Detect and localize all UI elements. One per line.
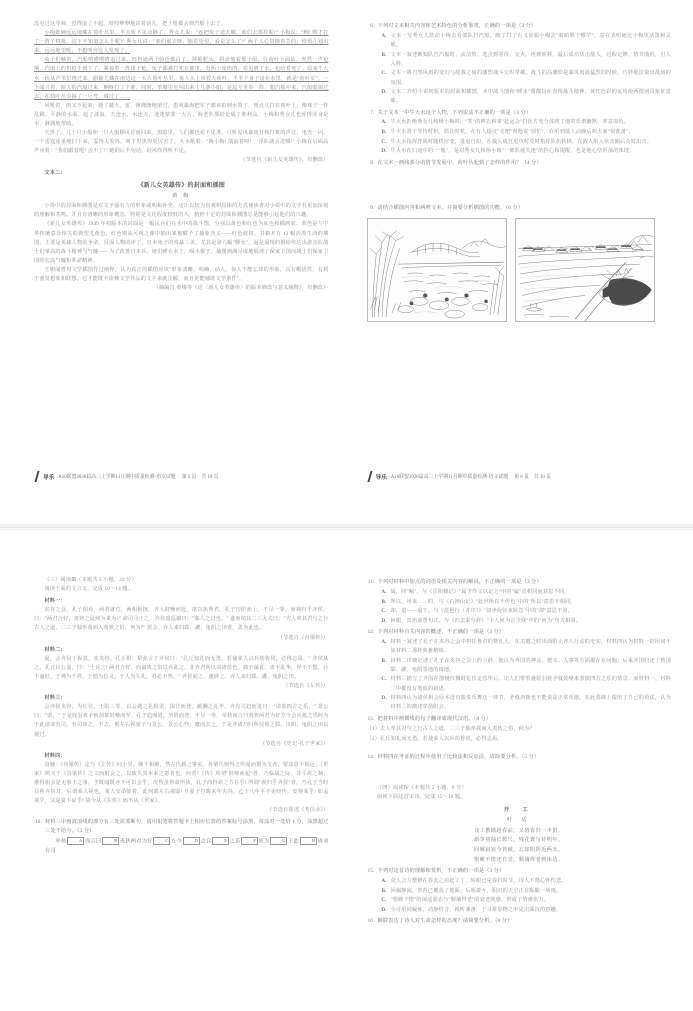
material-source: （节选自崔述《考信录》） (267, 807, 329, 814)
poem-line: 壑睡不惜还自觉，颓墙得老到床边。 (474, 856, 564, 863)
text2-paragraph: 小说中的封面和插图是对文字强有力的形象或明和补充。这让以较为直观和具体的方式使读者对小说中的文字有更加深刻的理解和共鸣。并且有清晰的形象概念，特别是文化程度较低的人，精妙十足的封面和插图总是能够引起他们的兴趣。 (34, 203, 329, 219)
page-footer (347, 471, 693, 482)
poem-line: 回廊寂寂今苔破，忘却阴阴返两天。 (474, 846, 564, 853)
answer-box-g[interactable]: G (270, 837, 287, 845)
boxrow-segment: 会兵 (200, 838, 212, 845)
option-a[interactable] (378, 877, 672, 886)
option-key: A. (381, 119, 387, 126)
option-b[interactable] (378, 598, 672, 607)
option-key: B. (381, 657, 387, 664)
material-source: （节选自《史记·孔子世家》） (259, 740, 329, 747)
poem-title: 开 工 (503, 806, 534, 813)
option-key: C. (381, 897, 387, 904)
question-number: 9. (370, 204, 375, 211)
option-key: C. (381, 70, 387, 77)
boxrow-segment: 请命有司 (45, 838, 329, 854)
text2-paragraph: 王朝闻曾对文学插图作过阐释，认为真正的插图应该"形象清晰、明确、动人，惊人不能忘却的形象，具有概括性，有利于童发想象和联想。它才能既不依赖文学作品的文字来就注解，而且更能辅助文学条件"。 (34, 266, 329, 283)
question-stem: 额联表达了诗人对生命怎样的态度？请简要分析。（6 分） (377, 918, 513, 925)
page-footer (0, 471, 347, 482)
option-key: C. (381, 138, 387, 145)
question-number: 14. (367, 754, 375, 761)
footer-text: ·A10联盟2026届高三上学期11月期中质量检测·语文试题 (389, 475, 509, 480)
material-paragraph: 会齐侯夹谷，为坛位，土阶三等，以会遇之礼相见，揖让而登。献酬之礼毕，齐有司趋而进曰："请奏四方之乐。" 景公曰："诺。" 于是旄羽祓矛戟剑拨鼓噪而至。孔子趋而进，历阶而登，不尽一等，举袂而言曰夷狄两君为好方今会兵敌之乐何为于此请命有司，有司却之，不去，则左右视晏子与景公。景公心怍，麾而去之。于是齐诸乃归所侵鲁之郓、汶阳、龟阴之田以谢过。 (34, 704, 329, 738)
option-text: 众人合力整修在春去之前赶工了，转眼已是春归时节，诗人不禁心怀伤悲。 (390, 878, 567, 884)
poem-line: 新笋初抽长数尺，残花寰与待明年。 (474, 837, 564, 844)
option-key: A. (381, 638, 387, 645)
answer-box-d[interactable]: D (183, 837, 200, 845)
option-c[interactable] (378, 607, 672, 616)
footer-total-pages: 共 10 页 (533, 475, 551, 480)
option-d[interactable] (378, 906, 672, 915)
option-key: D. (381, 148, 387, 155)
question-number: 8. (370, 159, 375, 166)
material-paragraph: 食脯：《谷梁传》定与《左传》问小异，颇不相刺，然左氏载之事实。谷梁氏则得之传闻而摄为文者，要其意不相远；《世家》则又于《谷梁传》之文而附会之，以致失其本来之意者也。何者?《传》所谓"鼓噪而起"者，乃临战之际，非平故之制；谁得相会是无事不之事，予既闻既亦不可以会乎，况鲁虽得命所执，孔子尚得命之方在乎! 所谓"视归乎齐侯"者，乃孔子当时目视齐侯耳，后谓莱人视也。莱人交命始着，此何眼左右视耶! 且晏子自晦来年夹谷，乙十八年平不见经传，安得莱乎! 如孟莱乎，又是宴不谅乎! 故今从《左传》而不从《世家》。 (34, 761, 329, 805)
question-12 (367, 628, 672, 712)
option-key: C. (381, 676, 387, 683)
option-key: C. (381, 608, 387, 615)
option-d[interactable] (378, 617, 672, 626)
option-a[interactable] (378, 118, 672, 127)
answer-box-f[interactable]: F (241, 837, 258, 845)
footer-page-number: 第 5 页 (181, 475, 197, 480)
translation-item-2: （2）孔丘知礼而无勇，若使莱人以兵劫鲁侯，必得志焉。 (366, 736, 503, 743)
text2-paragraph: 《新儿女英雄传》1949 年初版本的封面是一幅民兵们在水中的战斗图，分别以黄色和红色为底色和插画底。黄色是与中华传统意念相关的典型尤黄色，红色则从可视之像中抽出来被赋予了抽象含义——红色政权。书籍本有 12 幅活泼生动的插图，主要是英雄人物的争命，反面人物的评了。日本兔子的残暴三美。尤其是第六幅"睡水"，逼是逼现的摄给传达出游击队战士们掌高的战斗精神与气魄——为了改善日本兵。她们睡在水上，喝水棍子，抽图画满尽成地展现了保家卫国而战士们保家卫国的宏高气魄和革命精神。 (34, 221, 329, 264)
option-text: 材料二详细记述了孔子在夹谷之会上的言辞。他认为齐国的神灵、德义、人事等方面都存在问题；后来齐国归还了鲁国郓、讙、龟阴等地的田地。 (390, 657, 671, 673)
option-c[interactable] (378, 675, 672, 693)
passage-paragraph: 没见过这导师，觉得浪了不起。吱吱咿咿地说着话儿，把土枪都丢到汽船上去了。 (34, 21, 227, 27)
boxrow-segment: 于此 (287, 838, 300, 845)
page6-column (347, 0, 693, 500)
question-stem: 请结合插图内容和两则文本，并简要分析插图的功能。（6 分） (377, 204, 524, 211)
boxrow-segment: 夷狄两君为好 (119, 838, 153, 845)
option-b[interactable] (378, 128, 672, 137)
option-c[interactable] (378, 138, 672, 147)
translation-item-1: （1）夫人率其君与之行古人之道，二三子独率我而入夷狄之俗，何为？ (366, 725, 535, 732)
option-text: 全诗用词凝炼，动静结合，视听兼备，于寻常景物之中见出深沉的意趣。 (390, 907, 562, 914)
section-instruction: 阅读下面的文言文，完成 10～14 题。 (44, 586, 133, 593)
page7-column (0, 530, 347, 1011)
option-b[interactable] (378, 887, 672, 896)
material-paragraph: 夹谷之会，孔子相焉，两君就位，两相相摈。齐人鼓噪而起，欲以执鲁君。孔子历阶而上，不尽一等，而视归乎齐侯，曰："两君合好，夷狄之民何为来为?" 命司马止之。齐侯逡巡谢曰："寡人之过也。" 遂而谓其二三大夫曰："夫人率其君与之行古人之道，二三子独率我而入夷狄之俗，何为?" 罢会。齐人来归郓、讙、龟阴之田者，盖为此也。 (34, 607, 329, 632)
option-text: 文本一叙述断知队打汽船时，从前察、选点到等待、交火、再到转移，最后成功伏击敌人，过程定修、情节曲折，引人入胜。 (390, 51, 671, 67)
option-a[interactable] (378, 638, 672, 656)
option-key: B. (381, 128, 387, 135)
exam-page-top (0, 0, 693, 500)
option-text: 材料一叙述了孔子在夹谷之会中担任鲁君的赞礼人，在关键之时出面阻止齐人行动的史实。材料四认为材料一的用词不如材料二那样典雅精炼。 (390, 638, 671, 654)
material-label: 材料二： (44, 646, 66, 653)
question-16 (367, 917, 672, 926)
answer-box-a[interactable]: A (67, 837, 84, 845)
material-source: （节选自《谷梁传》） (277, 634, 329, 641)
passage-paragraph: 风吼着，雨又下起来，越了越大。雷，隆隆隆地滚过。患风暴海把军子都该拍到水里了。雨点儿打在荷叶上，像珠子一样乱跳。平静的水面，起了波浪。天连水，水连天，迷迷蒙蒙一大片，海老队那给论成了胜利品。小梅和秀女儿也浑得浑身是水，淋漓地帮助。 (34, 102, 329, 128)
page5-column (0, 0, 347, 500)
question-stem: 关于文本一中牛大水这个人物，下列说法不正确的一项是（3 分） (377, 109, 532, 116)
poem-author: 叶 适 (506, 816, 531, 823)
text2-label: 文本二： (44, 169, 66, 176)
question-stem: 下列对文本相关内容和艺术特色的分析鉴赏，正确的一项是（3 分） (377, 23, 537, 30)
question-15 (367, 867, 672, 915)
option-text: 牛大水在归途中的一"吼"，是对秀女儿和杨小梅"一郎队就失迷"的担心和提醒，也是他心坚坦荡的体现。 (390, 148, 635, 155)
poem-section-instruction: 阅读下面这首宋诗，完成 15～16 题。 (376, 794, 466, 801)
option-c[interactable] (378, 896, 672, 905)
question-stem: 下列对材料有关内容的概述，不正确的一项是（3 分） (377, 629, 505, 636)
question-number: 13. (367, 715, 375, 722)
passage-paragraph: 兔子们喊着，汽船嗒嗒嗒嗒追过来，吓得她两个脸色都白了，摔桅舵头，拼命划着那小船，往荷叶下面钻。突然一声枪响，汽船上的机枪手倒下了，紧接着一阵排子枪。兔子都被打死在那里，有两个受伤的，看见就了水，也给着死了。原来牛大水一伙从芦苇里绕过来，偷偷儿藏在南边这一大片荷叶丛里，每人头上顶着大荷叶，半半个身子浸在水里，就是"荷叶军"，一下闻兴着，候人的汽船过来，啊呀打了个准。同时，苇塘里也闯出来十几条小船，是起互更举一阵，朝汽船冲来。汽船眼闹过去，在荷叶丛里摘了一号弯，调过了…… (34, 57, 329, 100)
boxrow-segment: 而言曰 (84, 838, 102, 845)
option-key: D. (381, 695, 387, 702)
question-number: 15. (367, 868, 375, 875)
poem-section-heading: （四）阅读Ⅳ（本题共 2 小题，9 分） (376, 785, 467, 792)
publisher-name: 导乐 (375, 474, 388, 481)
publisher-name: 导乐 (43, 474, 55, 481)
option-text: 材料三描写了齐国在摆慢仪侧时礼仪定乐毕后，让人们带着盛装羽旄矛戟鼓噪来表演四方之乐的情景。而材料一、材料二中都没有类似的叙述。 (390, 676, 671, 692)
material-label: 材料一： (44, 598, 66, 605)
option-key: B. (381, 598, 387, 605)
option-text: 属，同"嘱"，与《岳阳楼记》"属予作文以记之"中的"属"音相同而意思不同。 (390, 588, 570, 595)
question-6 (367, 22, 672, 106)
publisher-logo-icon (34, 471, 40, 482)
option-text: 回廊静寂，青苔已覆盖了地面；后晤萧々，阴沉的天空正在酝酿一场雨。 (390, 887, 562, 894)
material-source: （节选自《左传》） (283, 683, 329, 690)
punctuation-choice-row (45, 837, 329, 856)
question-10 (34, 818, 329, 861)
material-label: 材料三： (44, 695, 66, 702)
answer-box-h[interactable]: H (300, 837, 317, 845)
publisher-logo-icon (367, 471, 373, 482)
option-b[interactable] (378, 51, 672, 69)
question-7 (367, 109, 672, 157)
text2-source: （摘编自 黄梅等《论〈新儿女英雄传〉的版本修改与意义阐释》，有删改） (153, 285, 329, 292)
option-text: 牛大水拒绝秀女儿和杨小梅时，"笑"的神态和拿"赶运会"打比方充分体现了他的乐谐幽默、率意如仇。 (390, 119, 630, 126)
option-d[interactable] (378, 694, 672, 712)
option-text: 所以，用来……的，与《石钟山记》"此世所以不传也"中的"所以"意思不相同。 (390, 598, 576, 605)
option-b[interactable] (378, 657, 672, 675)
question-stem: 材料四在考证的过程中使用了比较法和反证法，请简要分析。（5 分） (377, 754, 540, 761)
answer-box-c[interactable]: C (153, 837, 170, 845)
question-number: 11. (367, 579, 375, 586)
question-8 (367, 159, 672, 168)
material-paragraph: 夏，会齐侯于祝其，实夹谷。孔丘相。犁弥言于齐侯曰："孔丘知礼而无勇，若使莱人以兵劫鲁侯，必得志焉。" 齐侯从之。孔丘以公退，曰："士兵之! 两君合好，而裔夷之俗以兵乱之，非齐君所以命诸侯也。裔不谋夏，夷不乱华，俘不干盟，兵不逼好，于神为不祥，于德为愆义，于人为失礼，君必不然。" 齐侯闻之，遽辟之。齐人来归郓、讙、龟阴之田。 (34, 655, 329, 680)
option-text: 材料四认为诸侯相会原本没有演奏乐舞这一环节，矛戟剑拨也不能说是正常乐器。在此基础上提出了自己的看法，认为材料三的描述穿凿附会。 (390, 695, 671, 711)
option-text: 何眼，宾语前置句式，与《归去来兮辞》"主人何为言少钱"中的"何为"句式相同。 (390, 617, 582, 624)
boxrow-segment: 何为 (258, 838, 270, 845)
illustration-left (367, 218, 507, 322)
option-text: 却，退——退下，与《琵琶行（并序）》"却坐促弦弦转急"中的"却"意思不同。 (390, 608, 574, 615)
page8-column (347, 530, 693, 1011)
option-key: B. (381, 887, 387, 894)
boxrow-segment: 之乐 (229, 838, 241, 845)
question-number: 12. (367, 629, 375, 636)
option-c[interactable] (378, 69, 672, 87)
text2-author: 黄 梅 (172, 193, 191, 200)
option-text: 文本二介绍小说初版本的封面和插图，水中战斗图和"睡水"图都旨在表现战斗精神，黄红色彩的运用使两图别具象征意味。 (390, 89, 671, 105)
option-key: D. (381, 907, 387, 914)
answer-box-e[interactable]: E (212, 837, 229, 845)
question-11 (367, 578, 672, 626)
text2-title: 《新儿女英雄传》的封面和插图 (137, 182, 225, 189)
passage-paragraph: 小梅她俩远远地藏在荷叶丛里，半天听不见动静了，秀女儿说："连把兔子送天哪，咱们去那样呢!" 小梅说："咧! 咧才打了一阵子机枪，这下不知道怎么个呢?" 秀女儿说："咱们划去呀，偷着望望，看是怎么了?" 两个人心里撼着急的，悄悄儿划出来，远远地望呢，不想叫旁边人发现了。 (34, 30, 329, 55)
option-text: "壑睡不惜"的闲适姿态与"颓墙得老"的衰老现感，形成了情感张力。 (390, 897, 550, 904)
footer-page-number: 第 6 页 (514, 475, 529, 480)
question-9 (367, 204, 672, 213)
question-number: 16. (367, 918, 375, 925)
passage-paragraph: 天黑了。几十只小船和一只大船顺风冒雨回来。黑暗里，人们都也看不见准，只听见风暴雨打和打桨的声音，电光一闪，一个雷霆重重地扫下来，霎得人发抖。叫下里黑得更厉害了。大水吼着："梅小梅! 演浪着呀! 一浮队就丢进哪!" 小梅在后面高声应着："我们跟着呢! 丢不了!" 她的后半句话，给风吹得听不见。 (34, 130, 329, 155)
option-text: 牛大水指挥作战时随机应变，进退自如，在敌人疯狂进攻时及时指挥队伍转移，在敌人陷入伏击圈后及时出击。 (390, 138, 653, 145)
illustration-group (367, 218, 672, 322)
question-stem: 下列对这首诗的理解和赏析，不正确的一项是（3 分） (377, 868, 505, 875)
option-key: A. (381, 588, 387, 595)
option-key: D. (381, 617, 387, 624)
question-stem: 在文本一画线部分的情节发展中，荷叶丛起到了怎样的作用？（4 分） (377, 159, 542, 166)
question-number: 7. (370, 109, 375, 116)
boxrow-prefix: 举袂 (55, 838, 67, 845)
option-key: A. (381, 32, 387, 39)
poem-line: 众工携锸趁春前，又值春归一半捐。 (474, 827, 564, 834)
option-key: B. (381, 51, 387, 58)
option-text: 文本一将自然风雨的变幻与敌我之间的激烈战斗交织穿插，战斗的高潮恰是暴风雨最猛烈的时候，巧妙地渲染出战场的氛围。 (390, 70, 671, 86)
footer-text: ·A10联盟2026届高三上学期11月期中质量检测·语文试题 (56, 475, 176, 480)
question-14 (367, 753, 672, 762)
option-key: A. (381, 878, 387, 884)
illustration-right (515, 218, 655, 322)
question-number: 6. (370, 23, 375, 30)
question-13 (367, 715, 672, 724)
option-a[interactable] (378, 32, 672, 50)
question-number: 10. (35, 818, 42, 825)
option-text: 文本一写秀女儿鼓动小梅去看部队打汽船，疏了打了石又说服小梅去"咱咱胜个哪罕"，意在表明她比小梅更活泼和灵敏。 (390, 32, 671, 48)
footer-total-pages: 共 10 页 (201, 475, 219, 480)
passage-source: （节选自《新儿女英雄传》，有删改） (240, 157, 329, 164)
section-heading: （三）阅读Ⅲ（本题共 5 小题，22 分） (44, 577, 137, 583)
question-stem: 材料三中画波浪线的部分有三处需要断句，请用铅笔将答题卡上相应位置的答案标号涂黑，每涂对一处给 1 分，涂黑超过三处不给分。（3 分） (45, 818, 329, 834)
question-stem: 把材料中画横线的句子翻译成现代汉语。（8 分） (377, 715, 492, 722)
option-a[interactable] (378, 588, 672, 597)
material-label: 材料四： (44, 752, 66, 759)
option-key: D. (381, 89, 387, 96)
answer-box-b[interactable]: B (102, 837, 119, 845)
exam-page-bottom (0, 530, 693, 1011)
option-d[interactable] (378, 147, 672, 156)
boxrow-segment: 方今 (170, 838, 182, 845)
option-text: 牛大水善于等待时机，抓住时机，在有人提议"走吧"时他说"别忙"，在听到敌人动静后叫大家"快准备"。 (390, 128, 634, 135)
question-stem: 下列对材料中加点的词语及相关内容的解说，不正确的一项是（3 分） (377, 579, 542, 586)
option-d[interactable] (378, 88, 672, 106)
